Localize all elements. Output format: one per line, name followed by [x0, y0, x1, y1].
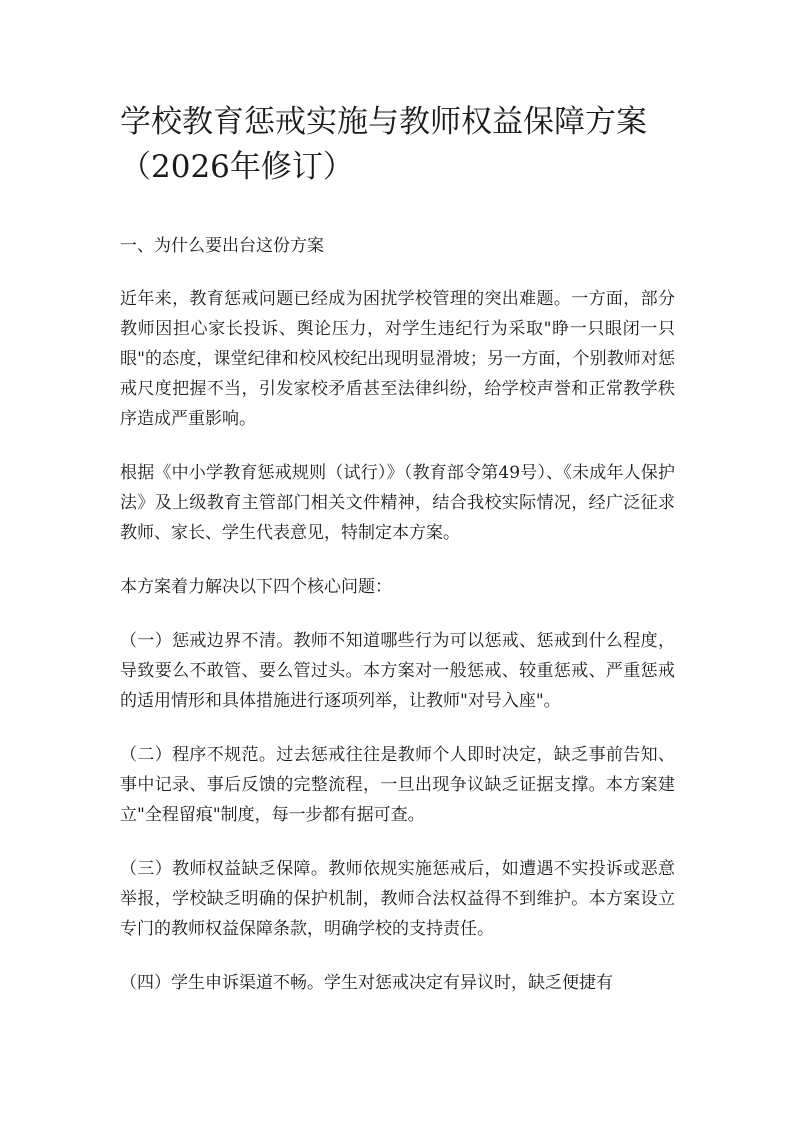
- paragraph-intro-issues: 本方案着力解决以下四个核心问题：: [120, 577, 392, 597]
- paragraph-background: 近年来，教育惩戒问题已经成为困扰学校管理的突出难题。一方面，部分教师因担心家长投诉、舆论压力，对学生违纪行为采取"睁一只眼闭一只眼"的态度，课堂纪律和校风校纪出现明显滑坡；另一方面，个别教师对惩戒尺度把握不当，引发家校矛盾甚至法律纠纷，给学校声誉和正常教学秩序造成严重影响。: [120, 289, 675, 429]
- paragraph-issue-1: （一）惩戒边界不清。教师不知道哪些行为可以惩戒、惩戒到什么程度，导致要么不敢管、要么管过头。本方案对一般惩戒、较重惩戒、严重惩戒的适用情形和具体措施进行逐项列举，让教师"对号入座"。: [120, 631, 675, 711]
- paragraph-issue-3: （三）教师权益缺乏保障。教师依规实施惩戒后，如遭遇不实投诉或恶意举报，学校缺乏明确的保护机制，教师合法权益得不到维护。本方案设立专门的教师权益保障条款，明确学校的支持责任。: [120, 859, 675, 939]
- document-body: [120, 284, 675, 1022]
- document-title: 学校教育惩戒实施与教师权益保障方案（2026年修订）: [120, 104, 647, 185]
- paragraph-basis: 根据《中小学教育惩戒规则（试行）》（教育部令第49号）、《未成年人保护法》及上级教育主管部门相关文件精神，结合我校实际情况，经广泛征求教师、家长、学生代表意见，特制定本方案。: [120, 463, 675, 543]
- section-heading: 一、为什么要出台这份方案: [120, 236, 324, 256]
- paragraph-issue-4: （四）学生申诉渠道不畅。学生对惩戒决定有异议时，缺乏便捷有: [120, 973, 613, 993]
- paragraph-issue-2: （二）程序不规范。过去惩戒往往是教师个人即时决定，缺乏事前告知、事中记录、事后反馈的完整流程，一旦出现争议缺乏证据支撑。本方案建立"全程留痕"制度，每一步都有据可查。: [120, 745, 675, 825]
